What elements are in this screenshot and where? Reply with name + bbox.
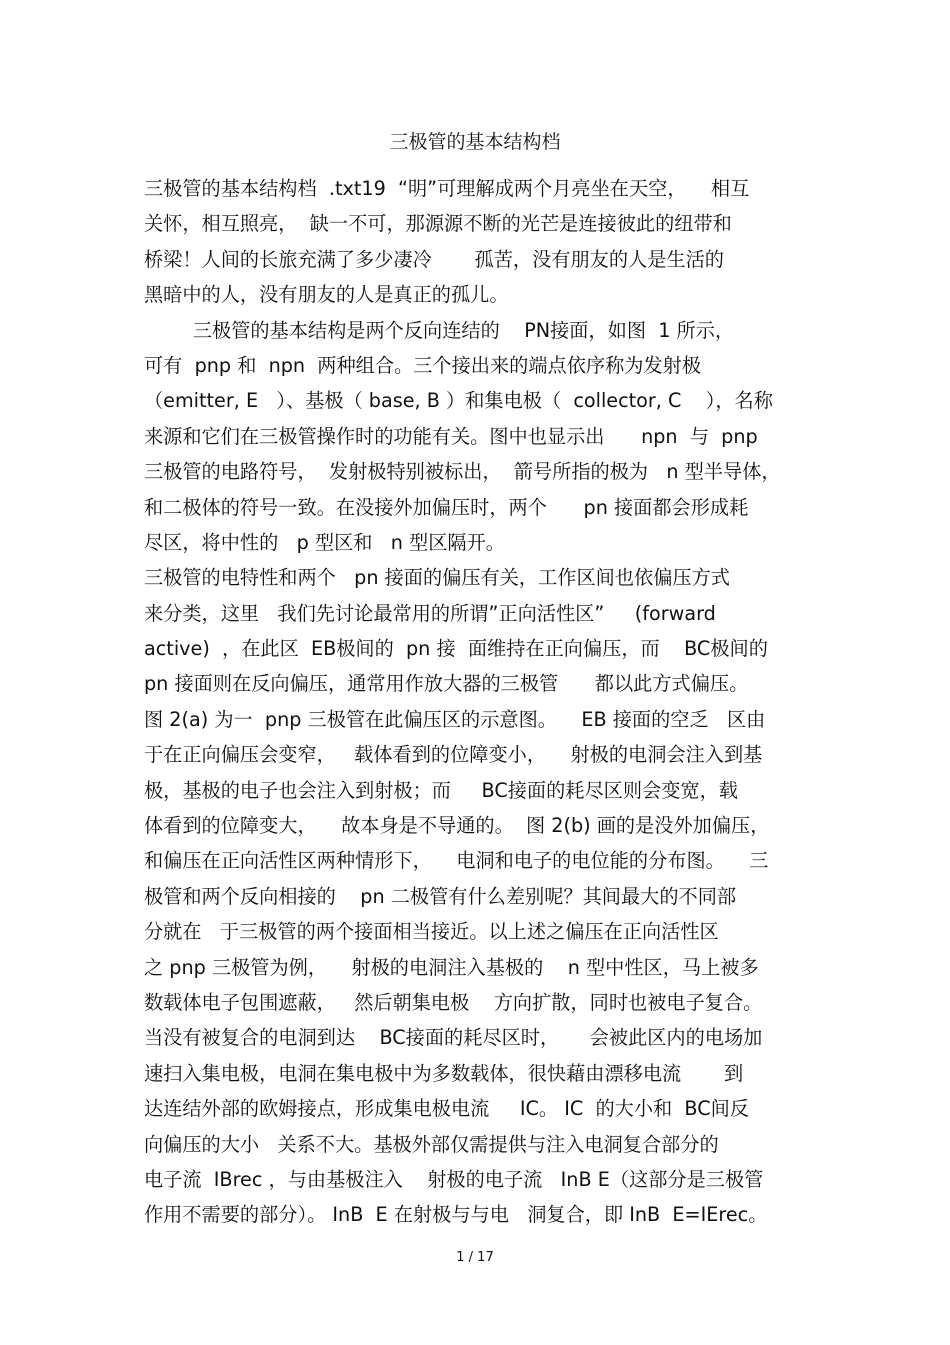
- text-line: （emitter, E ）、基极（ base, B ）和集电极（ collector, C ），名称: [144, 389, 773, 413]
- text-line: 作用不需要的部分）。 InB E 在射极与与电 洞复合，即 InB E=IErec。: [144, 1203, 768, 1227]
- text-line: 来分类，这里 我们先讨论最常用的所谓”正向活性区” (forward: [144, 601, 716, 625]
- text-line: 当没有被复合的电洞到达 BC接面的耗尽区时， 会被此区内的电场加: [144, 1026, 763, 1050]
- text-line: 来源和它们在三极管操作时的功能有关。图中也显示出 npn 与 pnp: [144, 424, 758, 448]
- text-line: 达连结外部的欧姆接点，形成集电极电流 IC。 IC 的大小和 BC间反: [144, 1097, 750, 1121]
- document-body: [144, 171, 820, 1233]
- text-line: 可有 pnp 和 npn 两种组合。三个接出来的端点依序称为发射极: [144, 353, 702, 377]
- text-line: 黑暗中的人，没有朋友的人是真正的孤儿。: [144, 283, 509, 307]
- text-line: pn 接面则在反向偏压，通常用作放大器的三极管 都以此方式偏压。: [144, 672, 749, 696]
- text-line: 桥梁！人间的长旅充满了多少凄冷 孤苦，没有朋友的人是生活的: [144, 247, 724, 271]
- text-line: 之 pnp 三极管为例， 射极的电洞注入基极的 n 型中性区，马上被多: [144, 955, 759, 979]
- text-line: 和二极体的符号一致。在没接外加偏压时，两个 pn 接面都会形成耗: [144, 495, 749, 519]
- text-line: 关怀，相互照亮， 缺一不可，那源源不断的光芒是连接彼此的纽带和: [144, 212, 732, 236]
- text-line: 数载体电子包围遮蔽， 然后朝集电极 方向扩散，同时也被电子复合。: [144, 990, 763, 1014]
- text-line: 三极管的基本结构是两个反向连结的 PN接面，如图 1 所示，: [144, 318, 735, 342]
- text-line: active) ，在此区 EB极间的 pn 接 面维持在正向偏压，而 BC极间的: [144, 637, 768, 661]
- text-line: 分就在 于三极管的两个接面相当接近。以上述之偏压在正向活性区: [144, 920, 719, 944]
- text-line: 三极管的电特性和两个 pn 接面的偏压有关，工作区间也依偏压方式: [144, 566, 730, 590]
- text-line: 体看到的位障变大， 故本身是不导通的。 图 2(b) 画的是没外加偏压，: [144, 814, 770, 838]
- text-line: 极管和两个反向相接的 pn 二极管有什么差别呢？其间最大的不同部: [144, 884, 737, 908]
- text-line: 三极管的电路符号， 发射极特别被标出， 箭号所指的极为 n 型半导体，: [144, 460, 781, 484]
- page-number: 1 / 17: [456, 1250, 494, 1265]
- text-line: 和偏压在正向活性区两种情形下， 电洞和电子的电位能的分布图。 三: [144, 849, 769, 873]
- text-line: 向偏压的大小 关系不大。基极外部仅需提供与注入电洞复合部分的: [144, 1132, 719, 1156]
- text-line: 图 2(a) 为一 pnp 三极管在此偏压区的示意图。 EB 接面的空乏 区由: [144, 707, 766, 731]
- text-line: 速扫入集电极，电洞在集电极中为多数载体，很快藉由漂移电流 到: [144, 1061, 744, 1085]
- text-line: 极，基极的电子也会注入到射极；而 BC接面的耗尽区则会变宽，载: [144, 778, 738, 802]
- text-line: 于在正向偏压会变窄， 载体看到的位障变小， 射极的电洞会注入到基: [144, 743, 763, 767]
- document-title: 三极管的基本结构档: [389, 131, 561, 153]
- text-line: 电子流 IBrec ，与由基极注入 射极的电子流 InB E（这部分是三极管: [144, 1167, 764, 1191]
- text-line: 尽区，将中性的 p 型区和 n 型区隔开。: [144, 530, 505, 554]
- text-line: 三极管的基本结构档 .txt19 “明”可理解成两个月亮坐在天空， 相互: [144, 177, 750, 200]
